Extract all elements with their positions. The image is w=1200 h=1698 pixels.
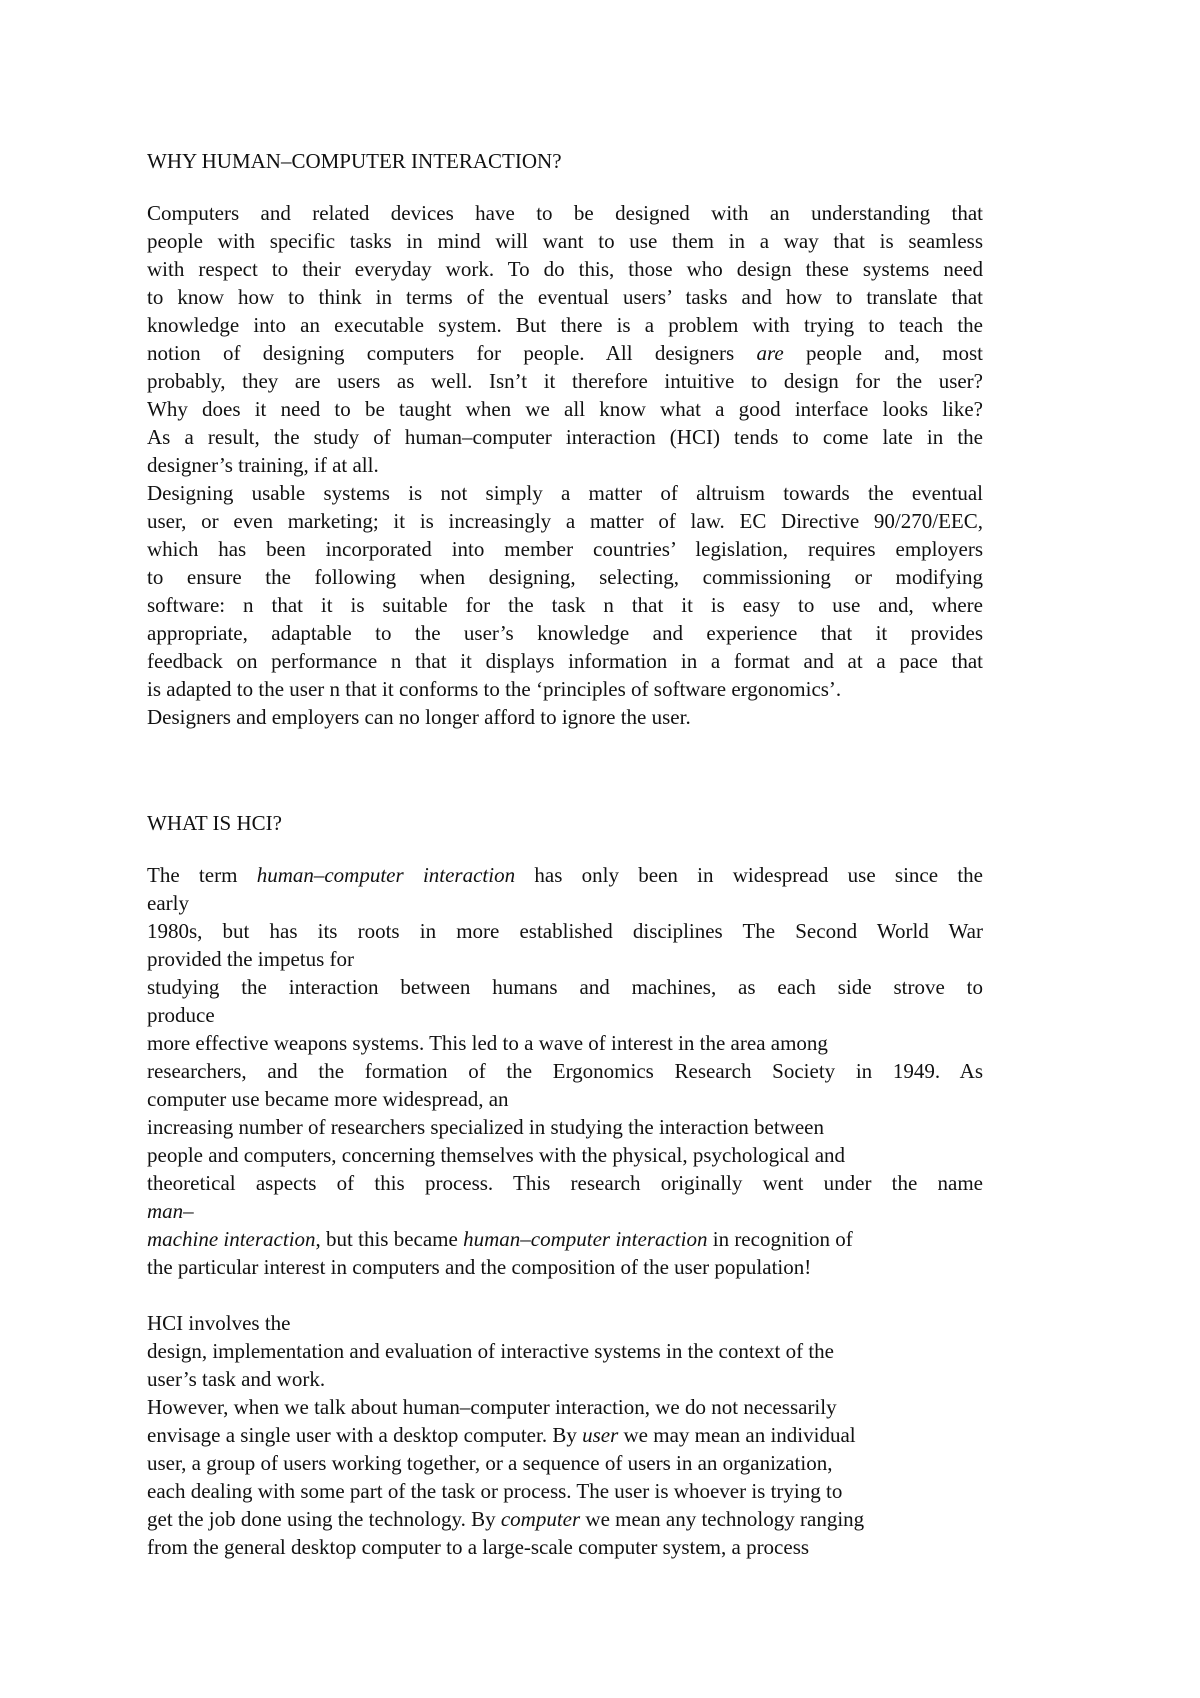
paragraph-line	[147, 1225, 983, 1253]
paragraph-line: Designers and employers can no longer afford to ignore the user.	[147, 705, 691, 729]
emphasis-computer: computer	[500, 1507, 581, 1531]
paragraph-line: knowledge into an executable system. But there is a problem with trying to teach the	[147, 313, 983, 337]
paragraph-line: is adapted to the user n that it conforms to the ‘principles of software ergonomics’.	[147, 677, 842, 701]
paragraph-line: early	[147, 891, 189, 915]
paragraph-line: from the general desktop computer to a large-scale computer system, a process	[147, 1535, 810, 1559]
paragraph-line: to ensure the following when designing, selecting, commissioning or modifying	[147, 565, 983, 589]
text-run: has only been in widespread use since the	[534, 863, 983, 887]
paragraph-line: computer use became more widespread, an	[147, 1087, 509, 1111]
section-heading-why-hci: WHY HUMAN–COMPUTER INTERACTION?	[147, 149, 562, 173]
text-run: The term	[147, 863, 238, 887]
paragraph-line: increasing number of researchers specialized in studying the interaction between	[147, 1115, 824, 1139]
emphasis-term: human–computer interaction	[256, 863, 516, 887]
emphasis-term: machine interaction	[147, 1227, 316, 1251]
paragraph-gap	[147, 1281, 983, 1309]
text-run: we may mean an individual	[623, 1423, 856, 1447]
paragraph-line	[147, 1505, 983, 1533]
paragraph-line: user’s task and work.	[147, 1367, 326, 1391]
text-run: we mean any technology ranging	[585, 1507, 865, 1531]
emphasis-term: human–computer interaction	[463, 1227, 708, 1251]
paragraph-line: people and computers, concerning themselves with the physical, psychological and	[147, 1143, 846, 1167]
paragraph-line	[147, 1197, 983, 1225]
text-run: notion of designing computers for people. All designers	[147, 341, 735, 365]
paragraph-line: user, a group of users working together, or a sequence of users in an organization,	[147, 1451, 833, 1475]
paragraph-line	[147, 1421, 983, 1449]
paragraph-line: people with specific tasks in mind will want to use them in a way that is seamless	[147, 229, 983, 253]
paragraph-line: with respect to their everyday work. To do this, those who design these systems need	[147, 257, 983, 281]
paragraph-line: 1980s, but has its roots in more established disciplines The Second World War	[147, 919, 983, 943]
paragraph-line: feedback on performance n that it displays information in a format and at a pace that	[147, 649, 983, 673]
paragraph-line: the particular interest in computers and the composition of the user population!	[147, 1255, 812, 1279]
paragraph-line: which has been incorporated into member countries’ legislation, requires employers	[147, 537, 983, 561]
paragraph-line: However, when we talk about human–computer interaction, we do not necessarily	[147, 1395, 837, 1419]
paragraph-line: studying the interaction between humans and machines, as each side strove to	[147, 975, 983, 999]
text-run: envisage a single user with a desktop computer. By	[147, 1423, 577, 1447]
paragraph-line: researchers, and the formation of the Ergonomics Research Society in 1949. As	[147, 1059, 983, 1083]
paragraph-line: user, or even marketing; it is increasingly a matter of law. EC Directive 90/270/EEC,	[147, 509, 983, 533]
emphasis-user: user	[582, 1423, 619, 1447]
paragraph-line: provided the impetus for	[147, 947, 355, 971]
paragraph-line	[147, 861, 983, 889]
paragraph-line: software: n that it is suitable for the task n that it is easy to use and, where	[147, 593, 983, 617]
section-why-hci-body	[147, 199, 983, 731]
paragraph-line: probably, they are users as well. Isn’t it therefore intuitive to design for the user?	[147, 369, 983, 393]
paragraph-line: design, implementation and evaluation of interactive systems in the context of the	[147, 1339, 834, 1363]
paragraph-line	[147, 339, 983, 367]
section-what-is-hci-body	[147, 861, 983, 1561]
paragraph-line: appropriate, adaptable to the user’s knowledge and experience that it provides	[147, 621, 983, 645]
paragraph-line: more effective weapons systems. This led to a wave of interest in the area among	[147, 1031, 828, 1055]
paragraph-line: Designing usable systems is not simply a matter of altruism towards the eventual	[147, 481, 983, 505]
text-run: people and, most	[806, 341, 983, 365]
paragraph-line: HCI involves the	[147, 1311, 291, 1335]
paragraph-line: to know how to think in terms of the eventual users’ tasks and how to translate that	[147, 285, 983, 309]
paragraph-line: produce	[147, 1003, 215, 1027]
paragraph-line: Computers and related devices have to be designed with an understanding that	[147, 201, 983, 225]
text-run: get the job done using the technology. By	[147, 1507, 496, 1531]
paragraph-line: theoretical aspects of this process. This research originally went under the name	[147, 1171, 983, 1195]
paragraph-line: each dealing with some part of the task or process. The user is whoever is trying to	[147, 1479, 843, 1503]
emphasis-are: are	[756, 341, 784, 365]
paragraph-line: designer’s training, if at all.	[147, 453, 379, 477]
paragraph-line: As a result, the study of human–computer interaction (HCI) tends to come late in the	[147, 425, 983, 449]
paragraph-line: Why does it need to be taught when we all know what a good interface looks like?	[147, 397, 983, 421]
text-run: in recognition of	[712, 1227, 853, 1251]
section-heading-what-is-hci: WHAT IS HCI?	[147, 811, 282, 835]
emphasis-term: man–	[147, 1199, 194, 1223]
text-run: , but this became	[315, 1227, 458, 1251]
